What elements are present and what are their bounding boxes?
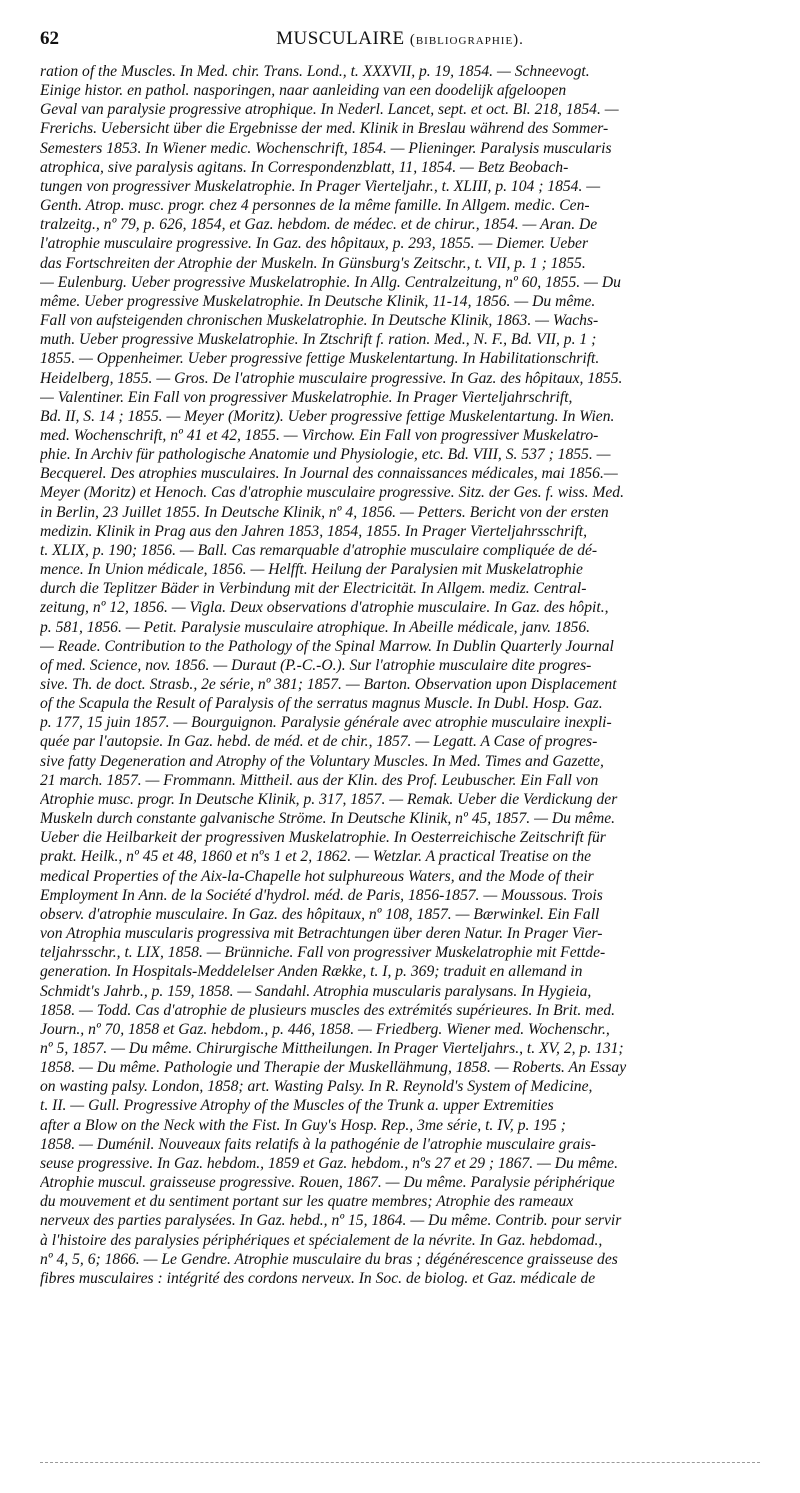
- text-line: atrophica, sive paralysis agitans. In Correspondenzblatt, 11, 1854. — Betz Beobach-: [40, 158, 569, 176]
- text-line: fibres musculaires : intégrité des cordons nerveux. In Soc. de biolog. et Gaz. médicale de: [40, 1269, 596, 1287]
- text-line: Semesters 1853. In Wiener medic. Wochenschrift, 1854. — Plieninger. Paralysis muscularis: [40, 139, 612, 157]
- running-head-subtitle: (bibliographie).: [409, 32, 524, 48]
- text-line: p. 581, 1856. — Petit. Paralysie musculaire atrophique. In Abeille médicale, janv. 1856.: [40, 618, 591, 636]
- text-line: 1858. — Todd. Cas d'atrophie de plusieurs muscles des extrémités supérieures. In Brit. med.: [40, 1001, 616, 1019]
- text-line: of the Scapula the Result of Paralysis of the serratus magnus Muscle. In Dubl. Hosp. Gaz.: [40, 695, 603, 713]
- text-line: seuse progressive. In Gaz. hebdom., 1859 et Gaz. hebdom., nºs 27 et 29 ; 1867. — Du même.: [40, 1154, 618, 1172]
- text-line: t. II. — Gull. Progressive Atrophy of the Muscles of the Trunk a. upper Extremities: [40, 1097, 554, 1115]
- text-line: phie. In Archiv für pathologische Anatomie und Physiologie, etc. Bd. VIII, S. 537 ; 1855. —: [40, 446, 611, 464]
- text-line: Heidelberg, 1855. — Gros. De l'atrophie musculaire progressive. In Gaz. des hôpitaux, 1855.: [40, 369, 623, 387]
- text-line: sive. Th. de doct. Strasb., 2e série, nº 381; 1857. — Barton. Observation upon Displacement: [40, 676, 617, 693]
- text-line: du mouvement et du sentiment portant sur les quatre membres; Atrophie des rameaux: [40, 1193, 574, 1211]
- text-line: 1858. — Duménil. Nouveaux faits relatifs à la pathogénie de l'atrophie musculaire grais-: [40, 1135, 596, 1153]
- page: [40, 28, 760, 1288]
- text-line: Geval van paralysie progressive atrophique. In Nederl. Lancet, sept. et oct. Bl. 218, 1854. —: [40, 101, 619, 119]
- text-line: p. 177, 15 juin 1857. — Bourguignon. Paralysie générale avec atrophie musculaire inexpli-: [40, 714, 612, 732]
- text-line: teljahrsschr., t. LIX, 1858. — Brünniche. Fall von progressiver Muskelatrophie mit Fettde-: [40, 944, 606, 962]
- text-line: von Atrophia muscularis progressiva mit Betrachtungen über deren Natur. In Prager Vier-: [40, 925, 603, 943]
- text-line: Employment In Ann. de la Société d'hydrol. méd. de Paris, 1856-1857. — Moussous. Trois: [40, 886, 603, 904]
- text-line: zeitung, nº 12, 1856. — Vigla. Deux observations d'atrophie musculaire. In Gaz. des hôpit.,: [40, 599, 609, 617]
- text-line: Muskeln durch constante galvanische Ströme. In Deutsche Klinik, nº 45, 1857. — Du même.: [40, 810, 616, 828]
- text-line: observ. d'atrophie musculaire. In Gaz. des hôpitaux, nº 108, 1857. — Bærwinkel. Ein Fall: [40, 905, 600, 923]
- text-line: nº 5, 1857. — Du même. Chirurgische Mittheilungen. In Prager Vierteljahrs., t. XV, 2, p. 131;: [40, 1039, 624, 1057]
- text-line: Journ., nº 70, 1858 et Gaz. hebdom., p. 446, 1858. — Friedberg. Wiener med. Wochenschr.,: [40, 1020, 610, 1038]
- text-line: generation. In Hospitals-Meddelelser Anden Række, t. I, p. 369; traduit en allemand in: [40, 963, 583, 981]
- text-line: Ueber die Heilbarkeit der progressiven Muskelatrophie. In Oesterreichische Zeitschrift für: [40, 829, 606, 847]
- text-line: 1855. — Oppenheimer. Ueber progressive fettige Muskelentartung. In Habilitationschrift.: [40, 350, 600, 368]
- running-head-title: MUSCULAIRE: [276, 28, 405, 49]
- page-header: [40, 28, 760, 56]
- text-line: — Eulenburg. Ueber progressive Muskelatrophie. In Allg. Centralzeitung, nº 60, 1855. — Du: [40, 273, 621, 291]
- text-line: 1858. — Du même. Pathologie und Therapie der Muskellähmung, 1858. — Roberts. An Essay: [40, 1059, 627, 1077]
- text-line: Frerichs. Uebersicht über die Ergebnisse der med. Klinik in Breslau während des Sommer-: [40, 120, 609, 138]
- text-line: même. Ueber progressive Muskelatrophie. In Deutsche Klinik, 11-14, 1856. — Du même.: [40, 292, 596, 310]
- text-line: medizin. Klinik in Prag aus den Jahren 1853, 1854, 1855. In Prager Vierteljahrsschrift,: [40, 522, 588, 540]
- text-line: l'atrophie musculaire progressive. In Gaz. des hôpitaux, p. 293, 1855. — Diemer. Ueber: [40, 235, 589, 253]
- text-line: in Berlin, 23 Juillet 1855. In Deutsche Klinik, nº 4, 1856. — Petters. Bericht von der ersten: [40, 503, 609, 521]
- text-line: à l'histoire des paralysies périphériques et spécialement de la névrite. In Gaz. hebdomad.,: [40, 1231, 603, 1249]
- text-line: — Valentiner. Ein Fall von progressiver Muskelatrophie. In Prager Vierteljahrschrift,: [40, 388, 573, 406]
- text-line: — Reade. Contribution to the Pathology of the Spinal Marrow. In Dublin Quarterly Journal: [40, 637, 614, 655]
- text-line: Atrophie musc. progr. In Deutsche Klinik, p. 317, 1857. — Remak. Ueber die Verdickung der: [40, 790, 618, 808]
- text-line: tralzeitg., nº 79, p. 626, 1854, et Gaz. hebdom. de médec. et de chirur., 1854. — Aran. De: [40, 216, 598, 234]
- text-line: mence. In Union médicale, 1856. — Helfft. Heilung der Paralysien mit Muskelatrophie: [40, 561, 583, 579]
- text-line: quée par l'autopsie. In Gaz. hebd. de méd. et de chir., 1857. — Legatt. A Case of progres-: [40, 733, 598, 751]
- text-line: Becquerel. Des atrophies musculaires. In Journal des connaissances médicales, mai 1856.—: [40, 465, 618, 483]
- text-line: Einige histor. en pathol. nasporingen, naar aanleiding van een doodelijk afgeloopen: [40, 82, 567, 100]
- text-line: Schmidt's Jahrb., p. 159, 1858. — Sandahl. Atrophia muscularis paralysans. In Hygieia,: [40, 982, 592, 1000]
- page-number: 62: [40, 28, 59, 49]
- text-line: prakt. Heilk., nº 45 et 48, 1860 et nºs 1 et 2, 1862. — Wetzlar. A practical Treatise on the: [40, 848, 592, 866]
- text-line: after a Blow on the Neck with the Fist. In Guy's Hosp. Rep., 3me série, t. IV, p. 195 ;: [40, 1116, 566, 1134]
- running-head: [40, 28, 760, 50]
- text-line: of med. Science, nov. 1856. — Duraut (P.-C.-O.). Sur l'atrophie musculaire dite progres-: [40, 656, 592, 674]
- text-line: on wasting palsy. London, 1858; art. Wasting Palsy. In R. Reynold's System of Medicine,: [40, 1078, 593, 1096]
- text-line: Genth. Atrop. musc. progr. chez 4 personnes de la même famille. In Allgem. medic. Cen-: [40, 197, 590, 215]
- bibliography-text: [40, 62, 760, 1288]
- text-line: t. XLIX, p. 190; 1856. — Ball. Cas remarquable d'atrophie musculaire compliquée de dé-: [40, 541, 598, 559]
- text-line: medical Properties of the Aix-la-Chapelle hot sulphureous Waters, and the Mode of their: [40, 867, 594, 885]
- text-line: tungen von progressiver Muskelatrophie. In Prager Vierteljahr., t. XLIII, p. 104 ; 1854. —: [40, 177, 601, 195]
- text-line: Fall von aufsteigenden chronischen Muskelatrophie. In Deutsche Klinik, 1863. — Wachs-: [40, 312, 599, 330]
- page-bottom-rule: [40, 1462, 760, 1463]
- text-line: Meyer (Moritz) et Henoch. Cas d'atrophie musculaire progressive. Sitz. der Ges. f. wiss. Med.: [40, 484, 624, 502]
- text-line: durch die Teplitzer Bäder in Verbindung mit der Electricität. In Allgem. mediz. Central-: [40, 580, 587, 598]
- text-line: muth. Ueber progressive Muskelatrophie. In Ztschrift f. ration. Med., N. F., Bd. VII, p. 1 ;: [40, 331, 597, 349]
- text-line: sive fatty Degeneration and Atrophy of the Voluntary Muscles. In Med. Times and Gazette,: [40, 752, 604, 770]
- text-line: das Fortschreiten der Atrophie der Muskeln. In Günsburg's Zeitschr., t. VII, p. 1 ; 1855.: [40, 254, 586, 272]
- text-line: nº 4, 5, 6; 1866. — Le Gendre. Atrophie musculaire du bras ; dégénérescence graisseuse des: [40, 1250, 618, 1268]
- text-line: 21 march. 1857. — Frommann. Mittheil. aus der Klin. des Prof. Leubuscher. Ein Fall von: [40, 771, 599, 789]
- text-line: nerveux des parties paralysées. In Gaz. hebd., nº 15, 1864. — Du même. Contrib. pour servir: [40, 1212, 622, 1230]
- text-line: ration of the Muscles. In Med. chir. Trans. Lond., t. XXXVII, p. 19, 1854. — Schneevogt.: [40, 63, 590, 80]
- text-line: Atrophie muscul. graisseuse progressive. Rouen, 1867. — Du même. Paralysie périphérique: [40, 1174, 615, 1192]
- text-line: Bd. II, S. 14 ; 1855. — Meyer (Moritz). Ueber progressive fettige Muskelentartung. In Wien.: [40, 407, 615, 425]
- text-line: med. Wochenschrift, nº 41 et 42, 1855. — Virchow. Ein Fall von progressiver Muskelatro-: [40, 426, 599, 444]
